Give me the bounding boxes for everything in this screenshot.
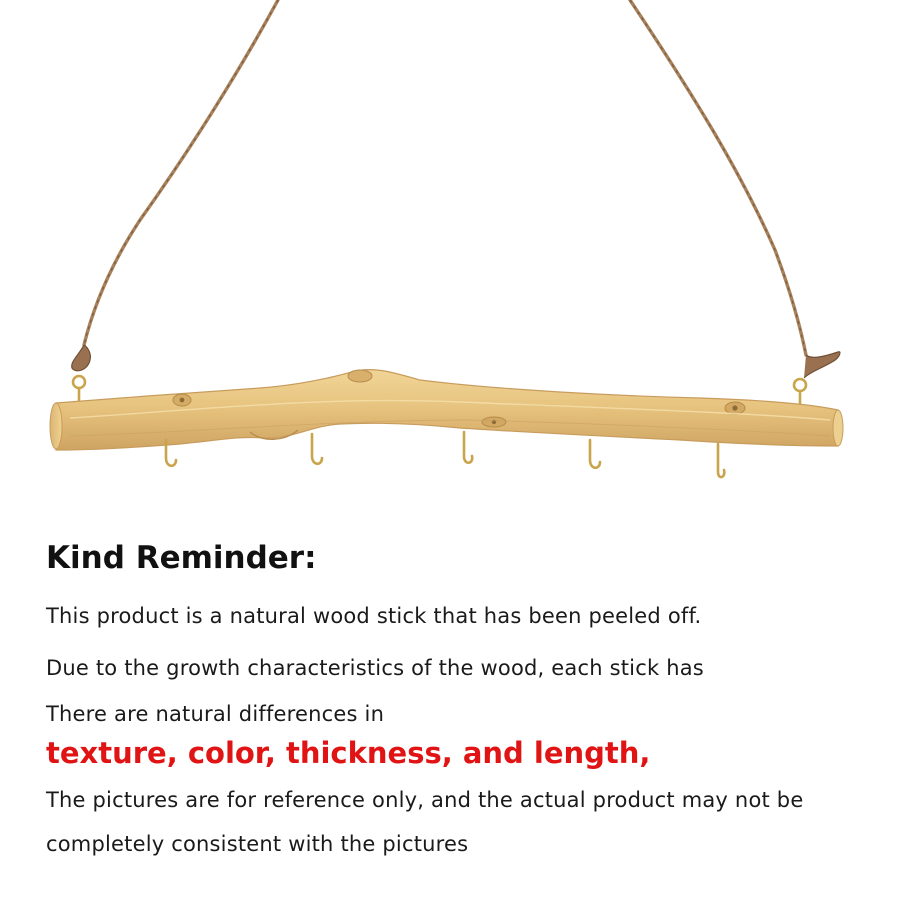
reminder-highlight: texture, color, thickness, and length, bbox=[46, 736, 651, 770]
hanger-eyelet-left bbox=[73, 376, 85, 402]
reminder-line-1: This product is a natural wood stick that has been peeled off. bbox=[46, 604, 702, 628]
right-twine bbox=[630, 0, 840, 378]
hook-5 bbox=[718, 444, 724, 477]
kind-reminder-heading: Kind Reminder: bbox=[46, 540, 317, 576]
reminder-line-3: There are natural differences in bbox=[46, 702, 385, 726]
reminder-line-4: The pictures are for reference only, and the actual product may not be bbox=[46, 788, 804, 812]
reminder-line-5: completely consistent with the pictures bbox=[46, 832, 469, 856]
left-twine bbox=[72, 0, 278, 371]
wood-stick bbox=[50, 370, 843, 450]
reminder-line-2: Due to the growth characteristics of the wood, each stick has bbox=[46, 656, 704, 680]
hanger-eyelet-right bbox=[794, 379, 806, 405]
hook-3 bbox=[464, 432, 472, 463]
hook-2 bbox=[312, 434, 322, 464]
hook-4 bbox=[590, 440, 600, 468]
